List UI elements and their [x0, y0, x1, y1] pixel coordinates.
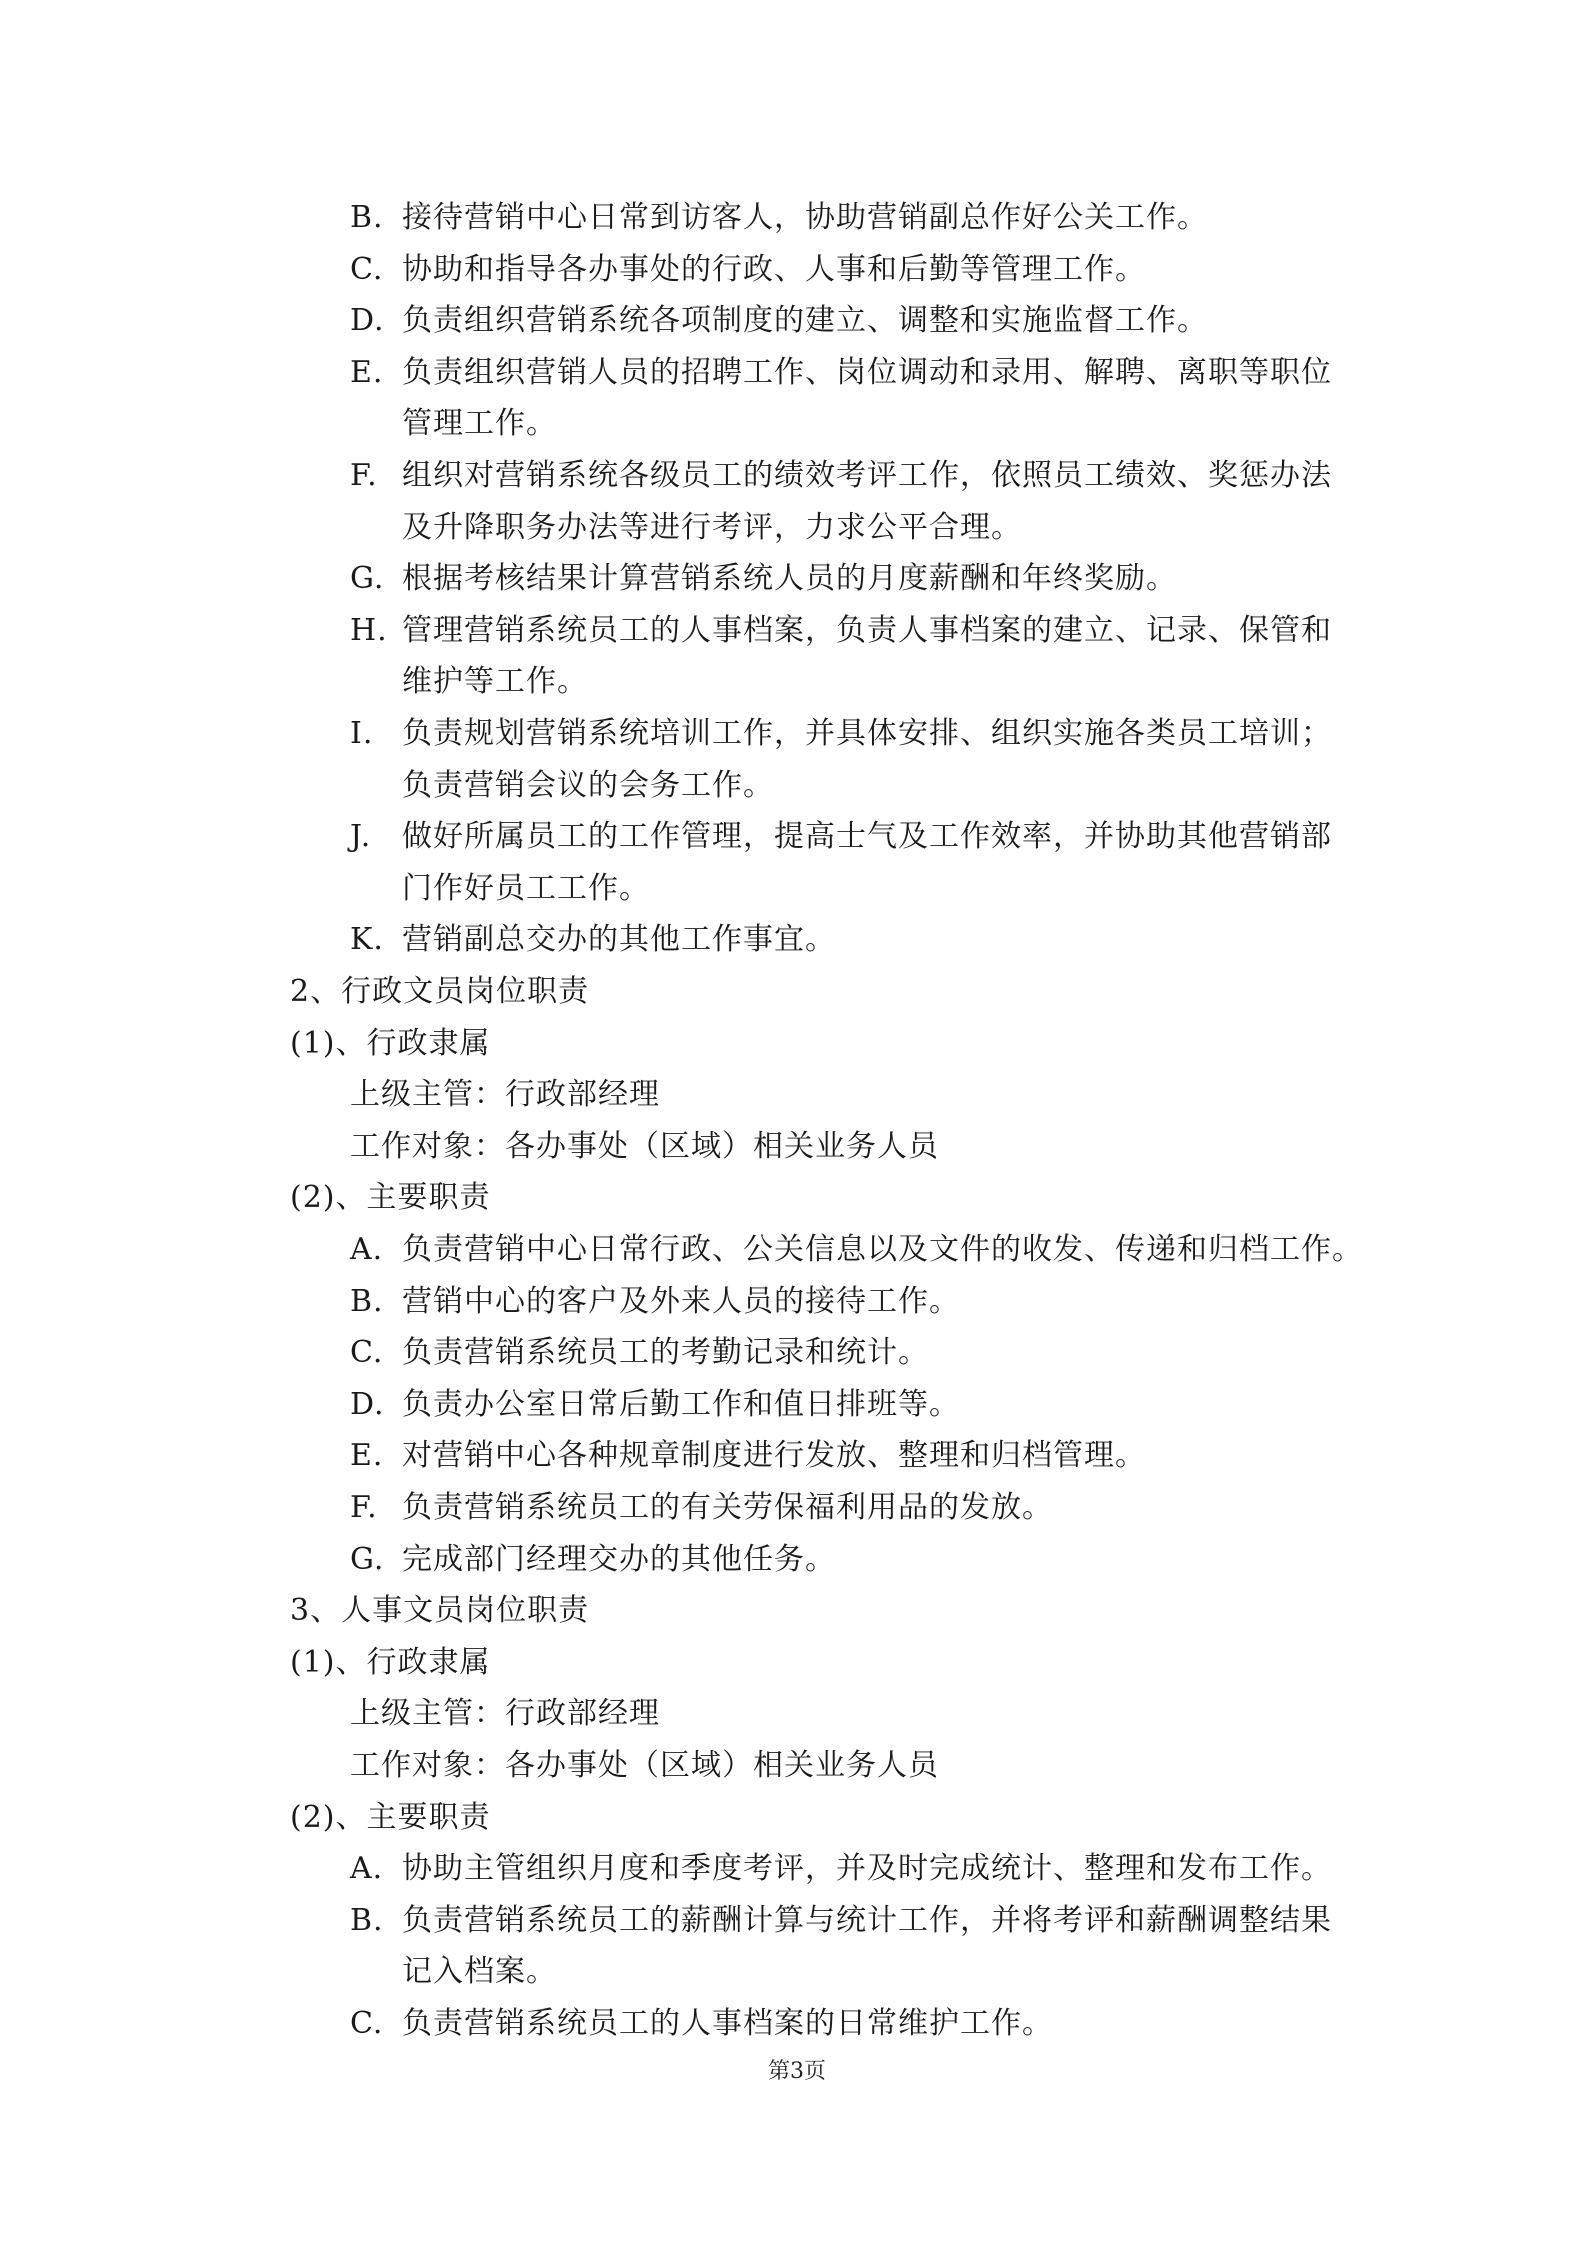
page-number: 第3页: [768, 2059, 826, 2084]
info-line: 上级主管：行政部经理: [350, 1077, 660, 1112]
list-item: [350, 458, 1332, 494]
list-item-continuation: 维护等工作。: [402, 664, 588, 699]
list-item-letter: I.: [350, 716, 374, 751]
list-item-text: 做好所属员工的工作管理，提高士气及工作效率，并协助其他营销部: [402, 819, 1332, 854]
subsection-heading: (1)、行政隶属: [290, 1026, 491, 1061]
list-item-letter: F.: [350, 458, 378, 493]
list-item: [350, 1335, 929, 1371]
list-item-letter: B.: [350, 1284, 384, 1319]
list-item-text: 协助和指导各办事处的行政、人事和后勤等管理工作。: [402, 252, 1146, 287]
list-item-letter: A.: [350, 1851, 384, 1886]
list-item-continuation: 管理工作。: [402, 406, 557, 441]
list-item-text: 管理营销系统员工的人事档案，负责人事档案的建立、记录、保管和: [402, 613, 1332, 648]
list-item-letter: D.: [350, 1387, 385, 1422]
list-item: [350, 561, 1177, 597]
list-item-text: 负责营销系统员工的薪酬计算与统计工作，并将考评和薪酬调整结果: [402, 1903, 1332, 1938]
list-item: [350, 1490, 1053, 1526]
list-item: [350, 200, 1208, 236]
list-item-text: 负责营销系统员工的有关劳保福利用品的发放。: [402, 1490, 1053, 1525]
list-item: [350, 1903, 1332, 1939]
subsection-heading: (1)、行政隶属: [290, 1645, 491, 1680]
list-item-text: 营销中心的客户及外来人员的接待工作。: [402, 1284, 960, 1319]
list-item-text: 负责规划营销系统培训工作，并具体安排、组织实施各类员工培训；: [402, 716, 1332, 751]
list-item: [350, 1284, 960, 1320]
list-item-continuation: 记入档案。: [402, 1954, 557, 1989]
list-item-letter: B.: [350, 200, 384, 235]
list-item-text: 组织对营销系统各级员工的绩效考评工作，依照员工绩效、奖惩办法: [402, 458, 1332, 493]
list-item-letter: J.: [350, 819, 372, 854]
list-item-text: 完成部门经理交办的其他任务。: [402, 1542, 836, 1577]
list-item-text: 负责营销系统员工的考勤记录和统计。: [402, 1335, 929, 1370]
list-item: [350, 1542, 836, 1578]
list-item: [350, 1438, 1146, 1474]
list-item-text: 负责办公室日常后勤工作和值日排班等。: [402, 1387, 960, 1422]
list-item-letter: H.: [350, 613, 388, 648]
list-item-text: 根据考核结果计算营销系统人员的月度薪酬和年终奖励。: [402, 561, 1177, 596]
list-item-continuation: 及升降职务办法等进行考评，力求公平合理。: [402, 510, 1022, 545]
list-item: [350, 355, 1332, 391]
list-item: [350, 1851, 1332, 1887]
list-item-letter: A.: [350, 1232, 384, 1267]
section-heading: 3、人事文员岗位职责: [290, 1593, 590, 1628]
subsection-heading: (2)、主要职责: [290, 1180, 491, 1215]
list-item: [350, 1387, 960, 1423]
list-item-letter: D.: [350, 303, 385, 338]
info-line: 上级主管：行政部经理: [350, 1696, 660, 1731]
list-item: [350, 252, 1146, 288]
list-item-text: 负责营销中心日常行政、公关信息以及文件的收发、传递和归档工作。: [402, 1232, 1363, 1267]
list-item-letter: C.: [350, 252, 384, 287]
list-item: [350, 2006, 1053, 2042]
info-line: 工作对象：各办事处（区域）相关业务人员: [350, 1129, 939, 1164]
list-item-letter: E.: [350, 355, 384, 390]
list-item-text: 负责营销系统员工的人事档案的日常维护工作。: [402, 2006, 1053, 2041]
list-item: [350, 922, 836, 958]
list-item-text: 接待营销中心日常到访客人，协助营销副总作好公关工作。: [402, 200, 1208, 235]
list-item: [350, 716, 1332, 752]
list-item: [350, 819, 1332, 855]
info-line: 工作对象：各办事处（区域）相关业务人员: [350, 1748, 939, 1783]
list-item-letter: G.: [350, 1542, 385, 1577]
list-item-text: 营销副总交办的其他工作事宜。: [402, 922, 836, 957]
list-item-text: 负责组织营销人员的招聘工作、岗位调动和录用、解聘、离职等职位: [402, 355, 1332, 390]
list-item-letter: G.: [350, 561, 385, 596]
list-item-letter: C.: [350, 1335, 384, 1370]
list-item-letter: B.: [350, 1903, 384, 1938]
list-item: [350, 303, 1208, 339]
list-item-text: 协助主管组织月度和季度考评，并及时完成统计、整理和发布工作。: [402, 1851, 1332, 1886]
subsection-heading: (2)、主要职责: [290, 1800, 491, 1835]
list-item-letter: F.: [350, 1490, 378, 1525]
list-item: [350, 1232, 1363, 1268]
list-item-continuation: 负责营销会议的会务工作。: [402, 768, 774, 803]
list-item-continuation: 门作好员工工作。: [402, 871, 650, 906]
list-item-letter: K.: [350, 922, 384, 957]
list-item-letter: E.: [350, 1438, 384, 1473]
list-item-text: 对营销中心各种规章制度进行发放、整理和归档管理。: [402, 1438, 1146, 1473]
section-heading: 2、行政文员岗位职责: [290, 974, 590, 1009]
list-item-text: 负责组织营销系统各项制度的建立、调整和实施监督工作。: [402, 303, 1208, 338]
list-item-letter: C.: [350, 2006, 384, 2041]
list-item: [350, 613, 1332, 649]
